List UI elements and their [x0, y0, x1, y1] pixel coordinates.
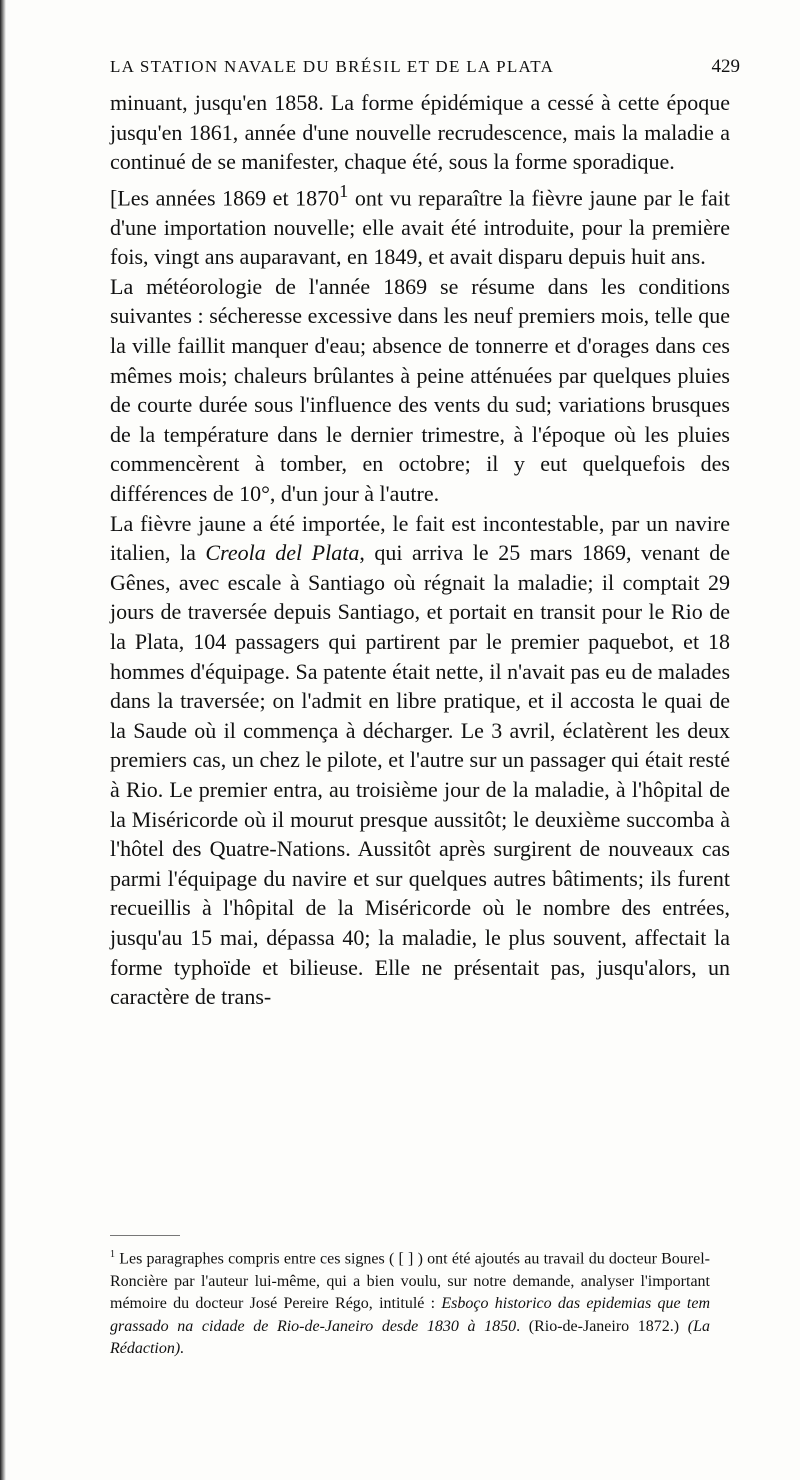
paragraph-2-rest: ont vu reparaître la fièvre jaune par le fait d'une importation nouvelle; elle avait été introduite, pour la première fois, vingt ans auparavant, en 1849, et avait disparu depuis huit ans.: [110, 185, 730, 270]
body-text: [110, 88, 730, 1012]
paragraph-4-start: La fièvre jaune a été importée, le fait est incontestable, par un navire italien, la: [110, 510, 730, 566]
footnote-rule: [110, 1235, 180, 1236]
paragraph-3-text: La météorologie de l'année 1869 se résume dans les conditions suivantes : sécheresse excessive dans les neuf premiers mois, telle que la ville faillit manquer d'eau; absence de tonnerre et d'orages dans ces mêmes mois; chaleurs brûlantes à peine atténuées par quelques pluies de courte durée sous l'influence des vents du sud; variations brusques de la température dans le dernier trimestre, à l'époque où les pluies commencèrent à tomber, en octobre; il y eut quelquefois des différences de 10°, d'un jour à l'autre.: [110, 273, 730, 507]
paragraph-1-text: minuant, jusqu'en 1858. La forme épidémique a cessé à cette époque jusqu'en 1861, année d'une nouvelle recrudescence, mais la maladie a continué de se manifester, chaque été, sous la forme sporadique.: [110, 90, 730, 175]
paragraph-3: [110, 272, 730, 509]
running-title: LA STATION NAVALE DU BRÉSIL ET DE LA PLATA: [110, 57, 555, 76]
footnote: [110, 1244, 710, 1361]
paragraph-4: [110, 509, 730, 1012]
footnote-signature: (La Rédaction).: [110, 1317, 711, 1358]
paragraph-4-rest: , qui arriva le 25 mars 1869, venant de Gênes, avec escale à Santiago où régnait la maladie; il comptait 29 jours de traversée depuis Santiago, et portait en transit pour le Rio de la Plata, 104 passagers qui partirent par le premier paquebot, et 18 hommes d'équipage. Sa patente était nette, il n'avait pas eu de malades dans la traversée; on l'admit en libre pratique, et il accosta le quai de la Saude où il commença à décharger. Le 3 avril, éclatèrent les deux premiers cas, un chez le pilote, et l'autre sur un passager qui était resté à Rio. Le premier entra, au troisième jour de la maladie, à l'hôpital de la Miséricorde où il mourut presque aussitôt; le deuxième succomba à l'hôtel des Quatre-Nations. Aussitôt après surgirent de nouveaux cas parmi l'équipage du navire et sur quelques autres bâtiments; ils furent recueillis à l'hôpital de la Miséricorde où le nombre des entrées, jusqu'au 15 mai, dépassa 40; la maladie, le plus souvent, affectait la forme typhoïde et bilieuse. Elle ne présentait pas, jusqu'alors, un caractère de trans-: [110, 540, 730, 1010]
footnote-text-b: . (Rio-de-Janeiro 1872.): [516, 1317, 680, 1335]
paragraph-2: [110, 177, 730, 272]
footnote-text-a: Les paragraphes compris entre ces signes ( [ ] ) ont été ajoutés au travail du docteur Bourel-Roncière par l'auteur lui-même, qui a bien voulu, sur notre demande, analyser l'important mémoire du docteur José Pereire Régo, intitulé :: [110, 1250, 710, 1313]
page-number: 429: [711, 56, 740, 77]
ship-name: Creola del Plata: [205, 540, 360, 566]
footnote-reference: 1: [339, 180, 349, 201]
paragraph-1: [110, 88, 730, 177]
footnote-marker: 1: [110, 1249, 115, 1260]
paragraph-2-text: [Les années 1869 et 1870: [110, 185, 340, 211]
running-head: [110, 56, 740, 78]
footnote-cited-title: Esboço historico das epidemias que tem grassado na cidade de Rio-de-Janeiro desde 1830 à 1850: [110, 1295, 710, 1335]
scan-edge-shadow: [0, 0, 6, 1480]
